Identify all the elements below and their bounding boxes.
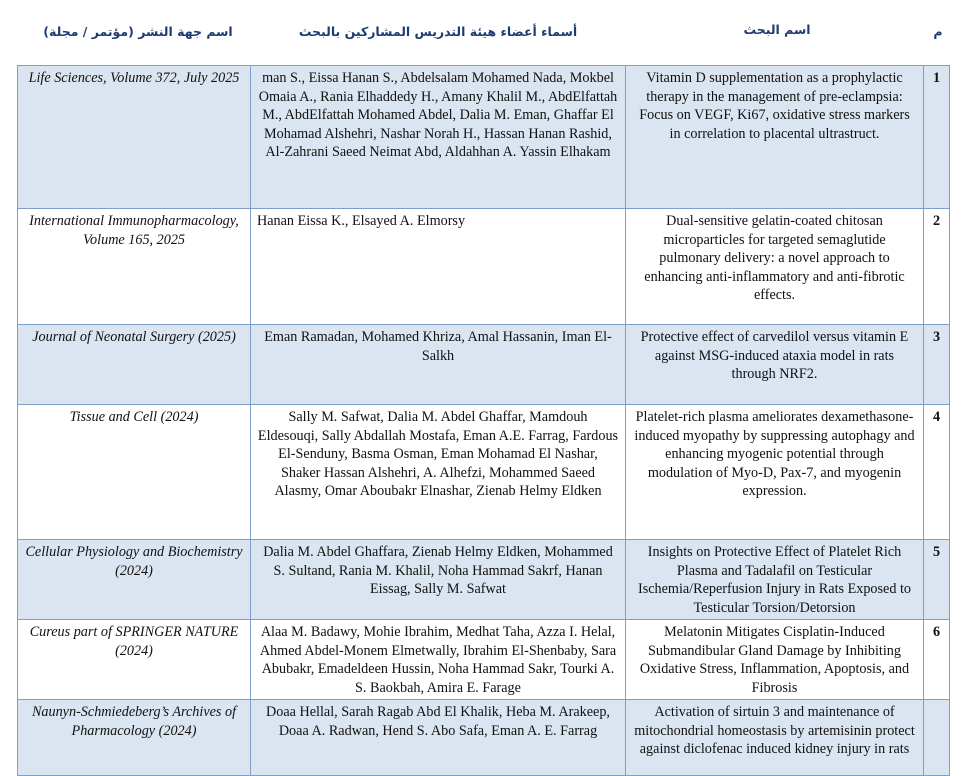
table-row bbox=[18, 540, 950, 620]
authors-cell: Hanan Eissa K., Elsayed A. Elmorsy bbox=[251, 209, 626, 325]
publisher-cell: International Immunopharmacology, Volume 165, 2025 bbox=[18, 209, 251, 325]
authors-cell: Eman Ramadan, Mohamed Khriza, Amal Hassanin, Iman El-Salkh bbox=[251, 325, 626, 405]
table-row bbox=[18, 620, 950, 700]
publisher-cell: Tissue and Cell (2024) bbox=[18, 405, 251, 540]
title-cell: Vitamin D supplementation as a prophylactic therapy in the management of pre-eclampsia: Focus on VEGF, Ki67, oxidative stress markers in correlation to placental ultrastruct. bbox=[626, 66, 924, 209]
table-row bbox=[18, 209, 950, 325]
publications-table bbox=[17, 65, 950, 776]
title-cell: Activation of sirtuin 3 and maintenance of mitochondrial homeostasis by artemisinin protect against diclofenac induced kidney injury in rats bbox=[626, 700, 924, 776]
table-row bbox=[18, 325, 950, 405]
authors-cell: Doaa Hellal, Sarah Ragab Abd El Khalik, Heba M. Arakeep, Doaa A. Radwan, Hend S. Abo Safa, Eman A. E. Farrag bbox=[251, 700, 626, 776]
number-cell: 1 bbox=[924, 66, 950, 209]
table-row bbox=[18, 405, 950, 540]
authors-cell: Dalia M. Abdel Ghaffara, Zienab Helmy Eldken, Mohammed S. Sultand, Rania M. Khalil, Noha Hammad Sakrf, Hanan Eissag, Sally M. Safwat bbox=[251, 540, 626, 620]
header-publisher: اسم جهة النشر (مؤتمر / مجلة) bbox=[43, 24, 233, 39]
publisher-cell: Life Sciences, Volume 372, July 2025 bbox=[18, 66, 251, 209]
authors-cell: Sally M. Safwat, Dalia M. Abdel Ghaffar, Mamdouh Eldesouqi, Sally Abdallah Mostafa, Eman A.E. Farrag, Fardous El-Senduny, Basma Osman, Eman Mohamad El Nashar, Shaker Hassan Alshehri, A. Alhefzi, Mohammed Saeed Alasmy, Omar Aboubakr Elnashar, Zienab Helmy Eldken bbox=[251, 405, 626, 540]
publisher-cell: Cureus part of SPRINGER NATURE (2024) bbox=[18, 620, 251, 700]
number-cell: 3 bbox=[924, 325, 950, 405]
title-cell: Insights on Protective Effect of Platelet Rich Plasma and Tadalafil on Testicular Ischemia/Reperfusion Injury in Rats Exposed to Testicular Torsion/Detorsion bbox=[626, 540, 924, 620]
table-row bbox=[18, 66, 950, 209]
number-cell: 5 bbox=[924, 540, 950, 620]
title-cell: Protective effect of carvedilol versus vitamin E against MSG-induced ataxia model in rats through NRF2. bbox=[626, 325, 924, 405]
number-cell bbox=[924, 700, 950, 776]
number-cell: 4 bbox=[924, 405, 950, 540]
header-title: اسم البحث bbox=[743, 22, 811, 37]
title-cell: Melatonin Mitigates Cisplatin-Induced Submandibular Gland Damage by Inhibiting Oxidative Stress, Inflammation, Apoptosis, and Fibrosis bbox=[626, 620, 924, 700]
header-number: م bbox=[933, 24, 943, 39]
number-cell: 6 bbox=[924, 620, 950, 700]
authors-cell: Alaa M. Badawy, Mohie Ibrahim, Medhat Taha, Azza I. Helal, Ahmed Abdel-Monem Elmetwally, Ibrahim El-Shenbaby, Sara Abubakr, Emadeldeen Hussin, Noha Hammad Sakr, Tourki A. S. Baokbah, Amira E. Farage bbox=[251, 620, 626, 700]
publisher-cell: Cellular Physiology and Biochemistry (2024) bbox=[18, 540, 251, 620]
header-authors: أسماء أعضاء هيئة التدريس المشاركين بالبحث bbox=[298, 24, 578, 39]
number-cell: 2 bbox=[924, 209, 950, 325]
publisher-cell: Journal of Neonatal Surgery (2025) bbox=[18, 325, 251, 405]
title-cell: Dual-sensitive gelatin-coated chitosan microparticles for targeted semaglutide pulmonary delivery: a novel approach to enhancing anti-inflammatory and anti-fibrotic effects. bbox=[626, 209, 924, 325]
authors-cell: man S., Eissa Hanan S., Abdelsalam Mohamed Nada, Mokbel Omaia A., Rania Elhaddedy H., Amany Khalil M., AbdElfattah M., AbdElfattah Mohamed Abdel, Dalia M. Eman, Ghaffar El Mohamad Alshehri, Nashar Norah H., Hassan Hanan Rashid, Al-Zahrani Saeed Neimat Abd, Aldahhan A. Yassin Elhakam bbox=[251, 66, 626, 209]
publisher-cell: Naunyn-Schmiedeberg’s Archives of Pharmacology (2024) bbox=[18, 700, 251, 776]
title-cell: Platelet-rich plasma ameliorates dexamethasone-induced myopathy by suppressing autophagy and enhancing myogenic potential through modulation of Myo-D, Pax-7, and myogenin expression. bbox=[626, 405, 924, 540]
table-row bbox=[18, 700, 950, 776]
